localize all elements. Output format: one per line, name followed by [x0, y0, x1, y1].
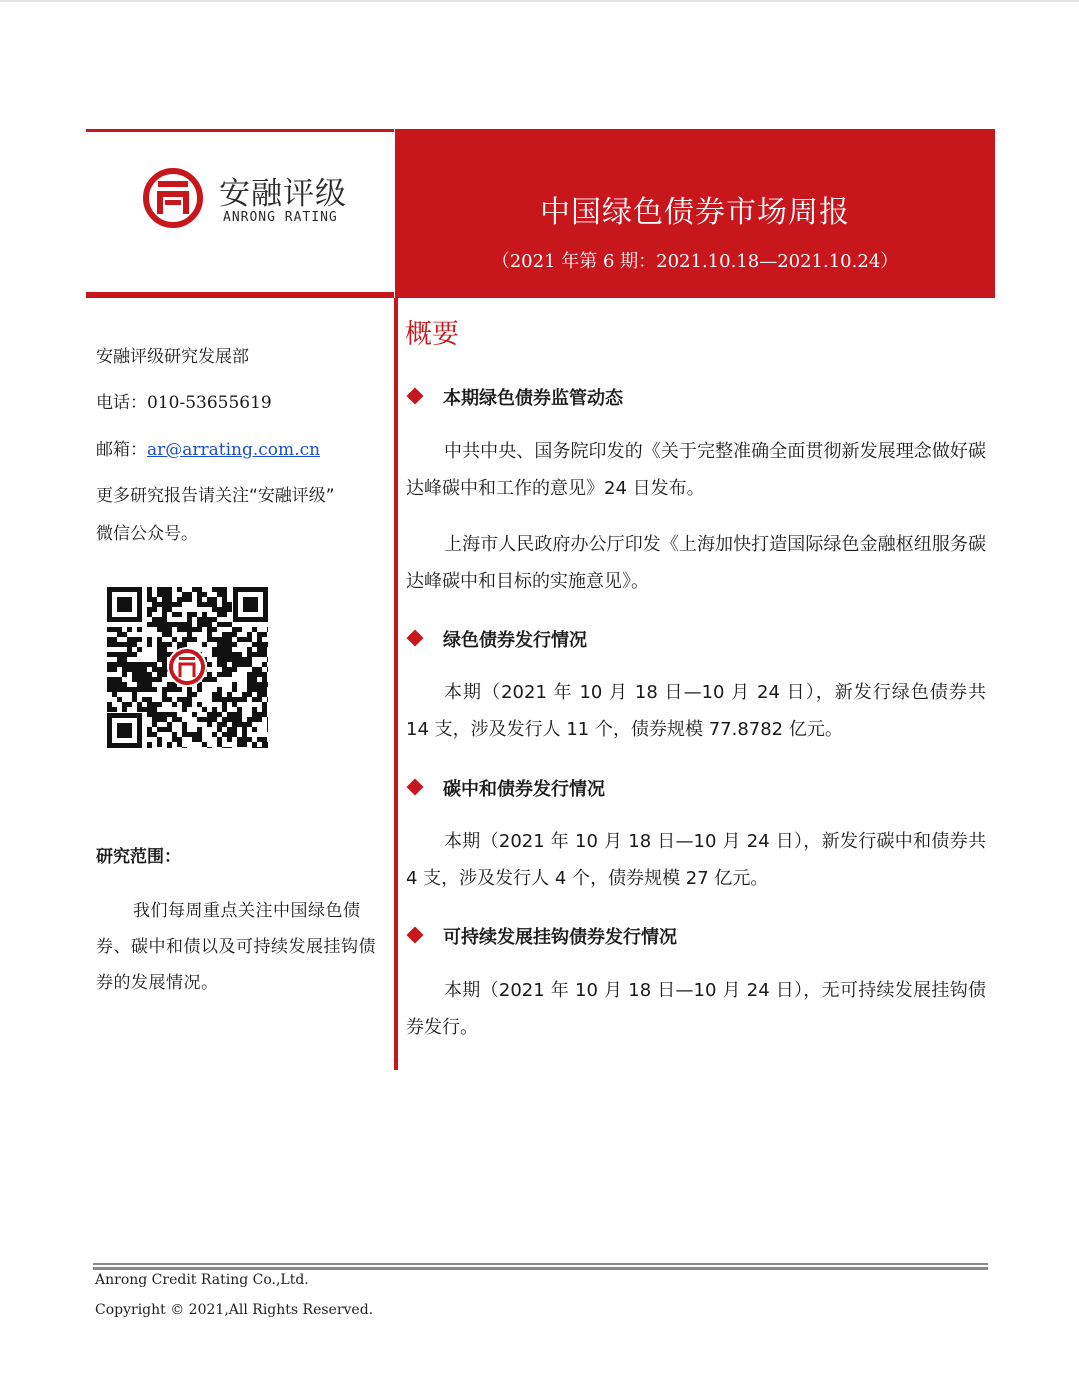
- title-banner: [395, 129, 995, 292]
- section-paragraph: 中共中央、国务院印发的《关于完整准确全面贯彻新发展理念做好碳达峰碳中和工作的意见》24 日发布。: [406, 441, 986, 499]
- column-divider: [394, 298, 398, 1070]
- banner-underline: [395, 292, 995, 298]
- section-heading: 可持续发展挂钩债券发行情况: [406, 923, 677, 949]
- section-paragraph: 本期（2021 年 10 月 18 日—10 月 24 日），新发行绿色债券共 14 支，涉及发行人 11 个，债券规模 77.8782 亿元。: [406, 682, 986, 740]
- section-paragraph: 本期（2021 年 10 月 18 日—10 月 24 日），无可持续发展挂钩债券发行。: [406, 980, 986, 1038]
- phone-number: 010-53655619: [147, 393, 272, 413]
- scope-text: 我们每周重点关注中国绿色债券、碳中和债以及可持续发展挂钩债券的发展情况。: [96, 901, 376, 993]
- report-issue: （2021 年第 6 期：2021.10.18—2021.10.24）: [491, 251, 899, 272]
- email-line: [96, 438, 391, 462]
- department-name: 安融评级研究发展部: [96, 347, 249, 367]
- footer-copyright: Copyright © 2021,All Rights Reserved.: [95, 1302, 374, 1318]
- email-link[interactable]: ar@arrating.com.cn: [147, 440, 321, 460]
- email-label: 邮箱：: [96, 440, 147, 460]
- wechat-qr-code: [107, 587, 268, 748]
- phone-label: 电话：: [96, 393, 147, 413]
- diamond-bullet-icon: [407, 927, 424, 944]
- page-top-line: [0, 0, 1079, 2]
- header-rule-top: [86, 129, 394, 132]
- diamond-bullet-icon: [407, 388, 424, 405]
- anrong-logo-icon: [143, 168, 203, 228]
- diamond-bullet-icon: [407, 779, 424, 796]
- report-title: 中国绿色债券市场周报: [540, 195, 850, 230]
- brand-name-en: ANRONG RATING: [223, 210, 338, 225]
- scope-title: 研究范围：: [96, 847, 181, 867]
- footer-company: Anrong Credit Rating Co.,Ltd.: [95, 1272, 309, 1288]
- brand-name-cn: 安融评级: [219, 176, 347, 212]
- section-heading: 绿色债券发行情况: [406, 626, 587, 652]
- follow-line-2: 微信公众号。: [96, 524, 198, 544]
- diamond-bullet-icon: [407, 630, 424, 647]
- section-heading: 本期绿色债券监管动态: [406, 384, 623, 410]
- footer-rule: [93, 1263, 988, 1265]
- summary-title: 概要: [405, 319, 459, 350]
- section-paragraph: 上海市人民政府办公厅印发《上海加快打造国际绿色金融枢纽服务碳达峰碳中和目标的实施意见》。: [406, 534, 986, 592]
- follow-line-1: 更多研究报告请关注“安融评级”: [96, 486, 335, 506]
- phone-line: [96, 391, 391, 415]
- section-heading: 碳中和债券发行情况: [406, 775, 605, 801]
- section-paragraph: 本期（2021 年 10 月 18 日—10 月 24 日），新发行碳中和债券共 4 支，涉及发行人 4 个，债券规模 27 亿元。: [406, 831, 986, 889]
- header-rule-bottom: [86, 292, 394, 298]
- footer-rule: [93, 1267, 988, 1270]
